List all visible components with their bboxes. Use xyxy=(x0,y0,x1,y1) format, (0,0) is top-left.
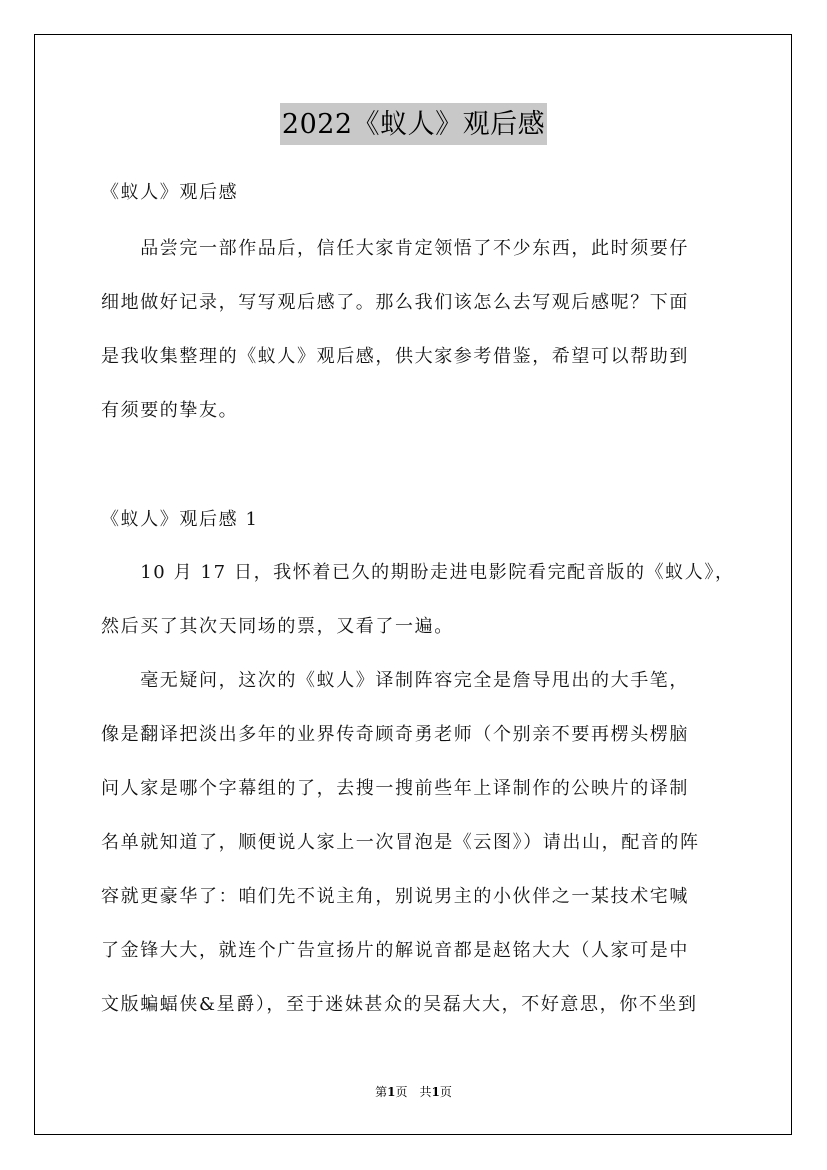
page-prefix: 第 xyxy=(375,1085,388,1099)
page-current: 1 xyxy=(387,1085,396,1099)
body-line: 文版蝙蝠侠&星爵），至于迷妹甚众的吴磊大大，不好意思，你不坐到 xyxy=(101,994,698,1015)
body-line: 容就更豪华了：咱们先不说主角，别说男主的小伙伴之一某技术宅喊 xyxy=(101,886,689,907)
title-container xyxy=(0,103,827,145)
page-mid: 页 共 xyxy=(395,1085,432,1099)
document-subtitle: 《蚁人》观后感 xyxy=(101,182,239,203)
body-line: 了金锋大大，就连个广告宣扬片的解说音都是赵铭大大（人家可是中 xyxy=(101,940,689,961)
body-line: 问人家是哪个字幕组的了，去搜一搜前些年上译制作的公映片的译制 xyxy=(101,778,689,799)
body-line: 10 月 17 日，我怀着已久的期盼走进电影院看完配音版的《蚁人》， xyxy=(101,562,735,583)
intro-line: 细地做好记录，写写观后感了。那么我们该怎么去写观后感呢？下面 xyxy=(101,292,689,313)
intro-line: 有须要的挚友。 xyxy=(101,400,239,421)
document-title: 2022《蚁人》观后感 xyxy=(280,103,547,145)
body-line: 毫无疑问，这次的《蚁人》译制阵容完全是詹导甩出的大手笔， xyxy=(101,670,689,691)
body-line: 像是翻译把淡出多年的业界传奇顾奇勇老师（个别亲不要再楞头楞脑 xyxy=(101,724,689,745)
body-line: 然后买了其次天同场的票，又看了一遍。 xyxy=(101,616,454,637)
intro-line: 品尝完一部作品后，信任大家肯定领悟了不少东西，此时须要仔 xyxy=(101,238,689,259)
page-footer xyxy=(0,1082,827,1102)
section-heading: 《蚁人》观后感 1 xyxy=(101,509,259,530)
page-suffix: 页 xyxy=(439,1085,452,1099)
intro-line: 是我收集整理的《蚁人》观后感，供大家参考借鉴，希望可以帮助到 xyxy=(101,346,689,367)
page-total: 1 xyxy=(431,1085,440,1099)
body-line: 名单就知道了，顺便说人家上一次冒泡是《云图》）请出山，配音的阵 xyxy=(101,832,700,853)
